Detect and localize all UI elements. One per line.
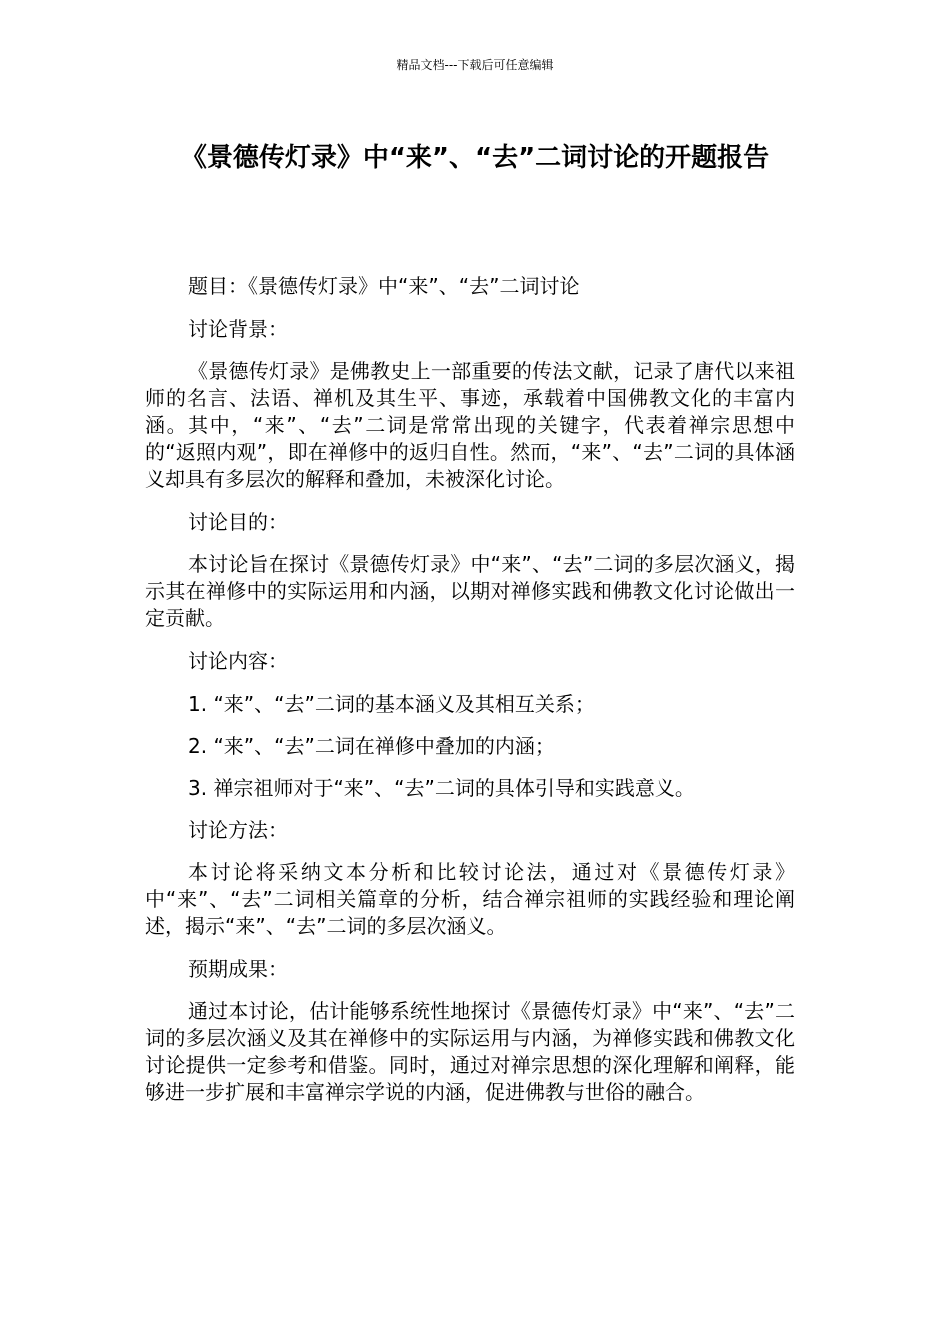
content-item-2: 2. “来”、“去”二词在禅修中叠加的内涵；: [188, 734, 555, 758]
background-label: 讨论背景：: [188, 317, 288, 341]
content-item-3: 3. 禅宗祖师对于“来”、“去”二词的具体引导和实践意义。: [188, 776, 695, 800]
outcome-label: 预期成果：: [188, 957, 288, 981]
document-title: 《景德传灯录》中“来”、“去”二词讨论的开题报告: [180, 143, 770, 173]
header-note: 精品文档---下载后可任意编辑: [396, 58, 554, 72]
purpose-body: 本讨论旨在探讨《景德传灯录》中“来”、“去”二词的多层次涵义，揭示其在禅修中的实际运用和内涵，以期对禅修实践和佛教文化讨论做出一定贡献。: [145, 552, 795, 630]
method-label: 讨论方法：: [188, 818, 288, 842]
background-body: 《景德传灯录》是佛教史上一部重要的传法文献，记录了唐代以来祖师的名言、法语、禅机及其生平、事迹，承载着中国佛教文化的丰富内涵。其中，“来”、“去”二词是常常出现的关键字，代表着禅宗思想中的“返照内观”，即在禅修中的返归自性。然而，“来”、“去”二词的具体涵义却具有多层次的解释和叠加，未被深化讨论。: [145, 359, 795, 491]
outcome-body: 通过本讨论，估计能够系统性地探讨《景德传灯录》中“来”、“去”二词的多层次涵义及其在禅修中的实际运用与内涵，为禅修实践和佛教文化讨论提供一定参考和借鉴。同时，通过对禅宗思想的深化理解和阐释，能够进一步扩展和丰富禅宗学说的内涵，促进佛教与世俗的融合。: [145, 999, 795, 1104]
purpose-label: 讨论目的：: [188, 510, 288, 534]
method-body: 本讨论将采纳文本分析和比较讨论法，通过对《景德传灯录》中“来”、“去”二词相关篇章的分析，结合禅宗祖师的实践经验和理论阐述，揭示“来”、“去”二词的多层次涵义。: [145, 860, 795, 938]
document-body: [145, 272, 795, 1121]
content-item-1: 1. “来”、“去”二词的基本涵义及其相互关系；: [188, 692, 595, 716]
content-label: 讨论内容：: [188, 649, 288, 673]
topic-line: 题目：《景德传灯录》中“来”、“去”二词讨论: [188, 274, 580, 298]
